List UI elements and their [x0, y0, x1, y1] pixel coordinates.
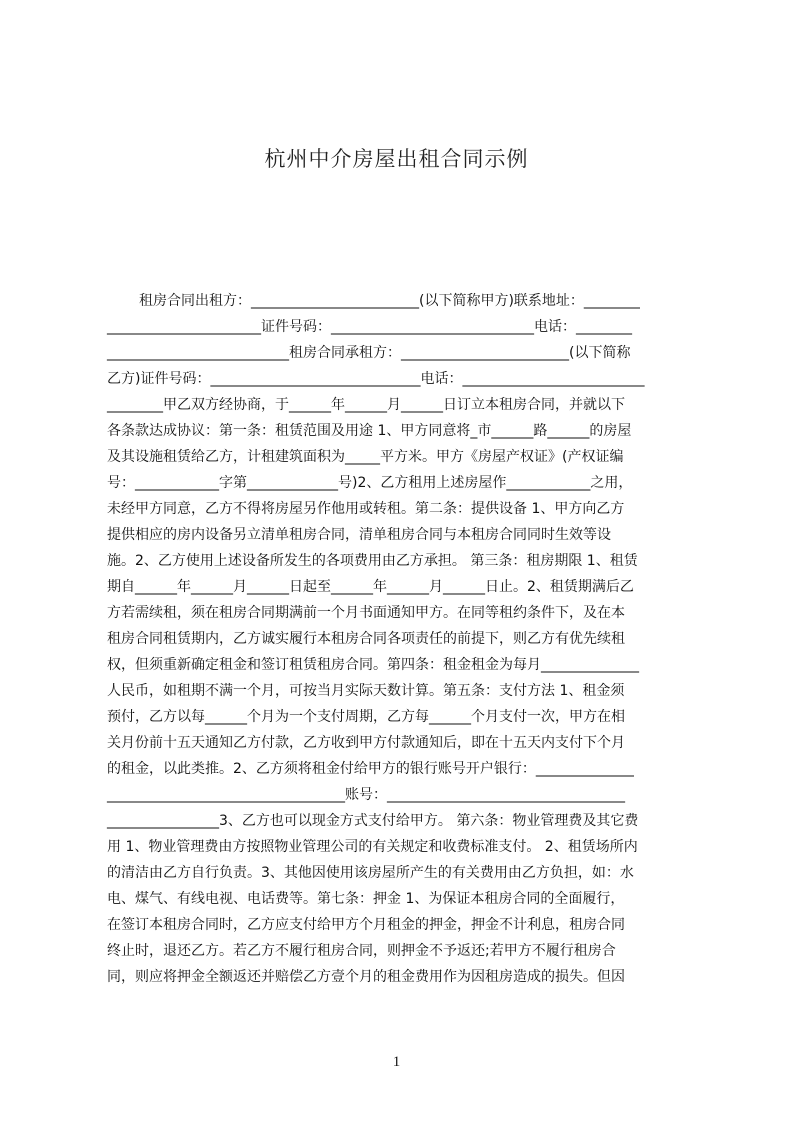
text-line: 租房合同出租方：________________________(以下简称甲方)联系地址：________ — [139, 293, 640, 309]
text-line: 未经甲方同意，乙方不得将房屋另作他用或转租。第二条：提供设备 1、甲方向乙方 — [107, 501, 625, 517]
text-line: __________________________________账号：__________________________________ — [107, 787, 625, 803]
text-line: 乙方)证件号码：______________________________电话：__________________________ — [107, 371, 645, 387]
text-line: 租房合同租赁期内，乙方诚实履行本租房合同各项责任的前提下，则乙方有优先续租 — [107, 631, 625, 647]
text-line: 各条款达成协议：第一条：租赁范围及用途 1、甲方同意将_市______路______的房屋 — [107, 423, 632, 439]
text-line: 电、煤气、有线电视、电话费等。第七条：押金 1、为保证本租房合同的全面履行， — [107, 891, 625, 907]
text-line: 同，则应将押金全额返还并赔偿乙方壹个月的租金费用作为因租房造成的损失。但因 — [107, 969, 625, 985]
text-line: 的清洁由乙方自行负责。3、其他因使用该房屋所产生的有关费用由乙方负担，如：水 — [107, 865, 634, 881]
text-line: 终止时，退还乙方。若乙方不履行租房合同，则押金不予返还;若甲方不履行租房合 — [107, 943, 616, 959]
text-line: ______________________证件号码：_____________________________电话：________ — [107, 319, 632, 335]
text-line: 及其设施租赁给乙方，计租建筑面积为_____平方米。甲方《房屋产权证》(产权证编 — [107, 449, 624, 465]
text-line: 权，但须重新确定租金和签订租赁租房合同。第四条：租金租金为每月______________ — [107, 657, 639, 673]
text-line: 的租金，以此类推。2、乙方须将租金付给甲方的银行账号开户银行：______________ — [107, 761, 634, 777]
text-line: 关月份前十五天通知乙方付款，乙方收到甲方付款通知后，即在十五天内支付下个月 — [107, 735, 625, 751]
text-line: 用 1、物业管理费由方按照物业管理公司的有关规定和收费标准支付。 2、租赁场所内 — [107, 839, 638, 855]
text-line: ________________3、乙方也可以现金方式支付给甲方。 第六条：物业管理费及其它费 — [107, 813, 639, 829]
text-line: 方若需续租，须在租房合同期满前一个月书面通知甲方。在同等租约条件下，及在本 — [107, 605, 625, 621]
text-line: 提供相应的房内设备另立清单租房合同，清单租房合同与本租房合同同时生效等设 — [107, 527, 611, 543]
text-line: ________甲乙双方经协商，于______年______月______日订立本租房合同，并就以下 — [107, 397, 625, 413]
contract-body — [107, 288, 699, 985]
document-title: 杭州中介房屋出租合同示例 — [264, 147, 529, 171]
page-number: 1 — [392, 1054, 401, 1070]
text-line: 预付，乙方以每______个月为一个支付周期，乙方每______个月支付一次，甲方在相 — [107, 709, 625, 725]
text-line: 号：____________字第_____________号)2、乙方租用上述房屋作____________之用， — [107, 475, 633, 491]
text-line: 在签订本租房合同时，乙方应支付给甲方个月租金的押金，押金不计利息，租房合同 — [107, 917, 625, 933]
text-line: 期自______年______月______日起至______年______月______日止。2、租赁期满后乙 — [107, 579, 634, 595]
text-line: __________________________租房合同承租方：________________________(以下简称 — [107, 345, 631, 361]
text-line: 施。2、乙方使用上述设备所发生的各项费用由乙方承担。 第三条：租房期限 1、租赁 — [107, 553, 638, 569]
text-line: 人民币，如租期不满一个月，可按当月实际天数计算。第五条：支付方法 1、租金须 — [107, 683, 625, 699]
